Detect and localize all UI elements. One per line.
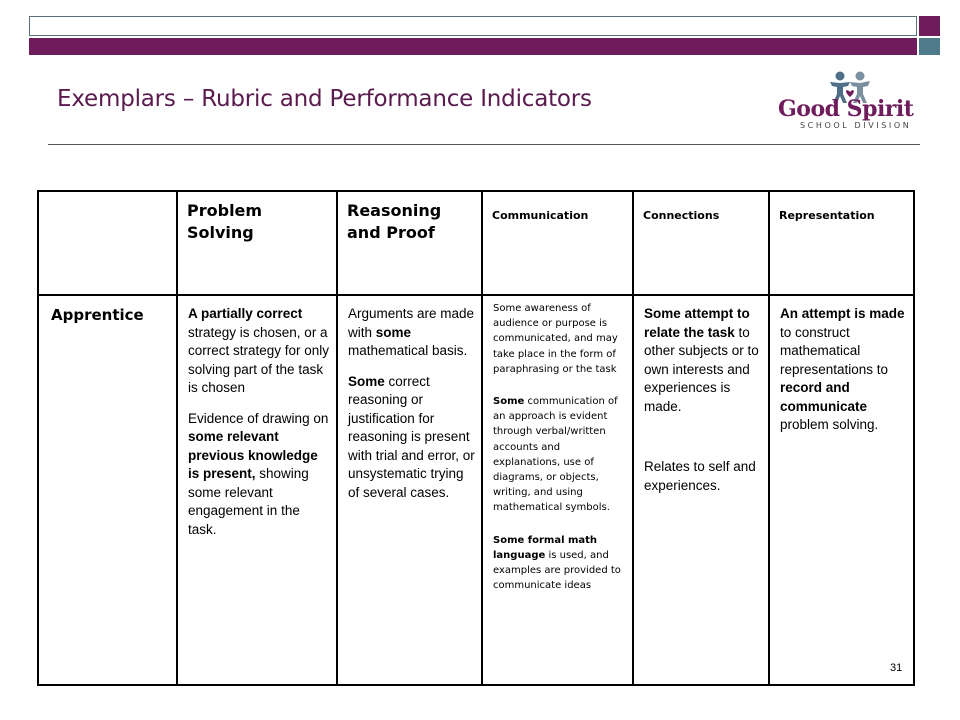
page-number: 31 xyxy=(890,662,903,674)
header-problem-solving: Problem Solving xyxy=(177,191,337,295)
header-square-teal xyxy=(919,38,940,55)
rubric-table xyxy=(37,190,915,686)
logo-subtitle: SCHOOL DIVISION xyxy=(800,121,912,130)
header-representation: Representation xyxy=(769,191,914,295)
slide-title: Exemplars – Rubric and Performance Indicators xyxy=(57,86,592,112)
header-connections: Connections xyxy=(633,191,769,295)
header-reasoning-and-proof: Reasoning and Proof xyxy=(337,191,482,295)
header-bar-purple xyxy=(29,38,917,55)
cell-connections: Some attempt to relate the task to other subjects or to own interests and experiences is made. Relates to self and experiences. xyxy=(633,295,769,685)
header-bar-outline xyxy=(29,16,917,36)
logo-name: Good Spirit xyxy=(778,96,914,122)
cell-communication: Some awareness of audience or purpose is communicated, and may take place in the form of paraphrasing or the task Some communication of an approach is evident through verbal/written accounts and explanations, use of diagrams, or objects, writing, and using mathematical symbols. Some formal math language is used, and examples are provided to communicate ideas xyxy=(482,295,633,685)
school-division-logo xyxy=(778,70,914,132)
header-square-purple xyxy=(919,16,940,36)
table-row-apprentice xyxy=(38,295,914,685)
cell-reasoning-and-proof: Arguments are made with some mathematical basis. Some correct reasoning or justification for reasoning is present with trial and error, or unsystematic trying of several cases. xyxy=(337,295,482,685)
row-label-apprentice: Apprentice xyxy=(38,295,177,685)
title-divider xyxy=(48,144,920,145)
header-communication: Communication xyxy=(482,191,633,295)
header-cell-empty xyxy=(38,191,177,295)
cell-representation: An attempt is made to construct mathematical representations to record and communicate problem solving. xyxy=(769,295,914,685)
table-header-row xyxy=(38,191,914,295)
cell-problem-solving: A partially correct strategy is chosen, or a correct strategy for only solving part of the task is chosen Evidence of drawing on some relevant previous knowledge is present, showing some relevant engagement in the task. xyxy=(177,295,337,685)
